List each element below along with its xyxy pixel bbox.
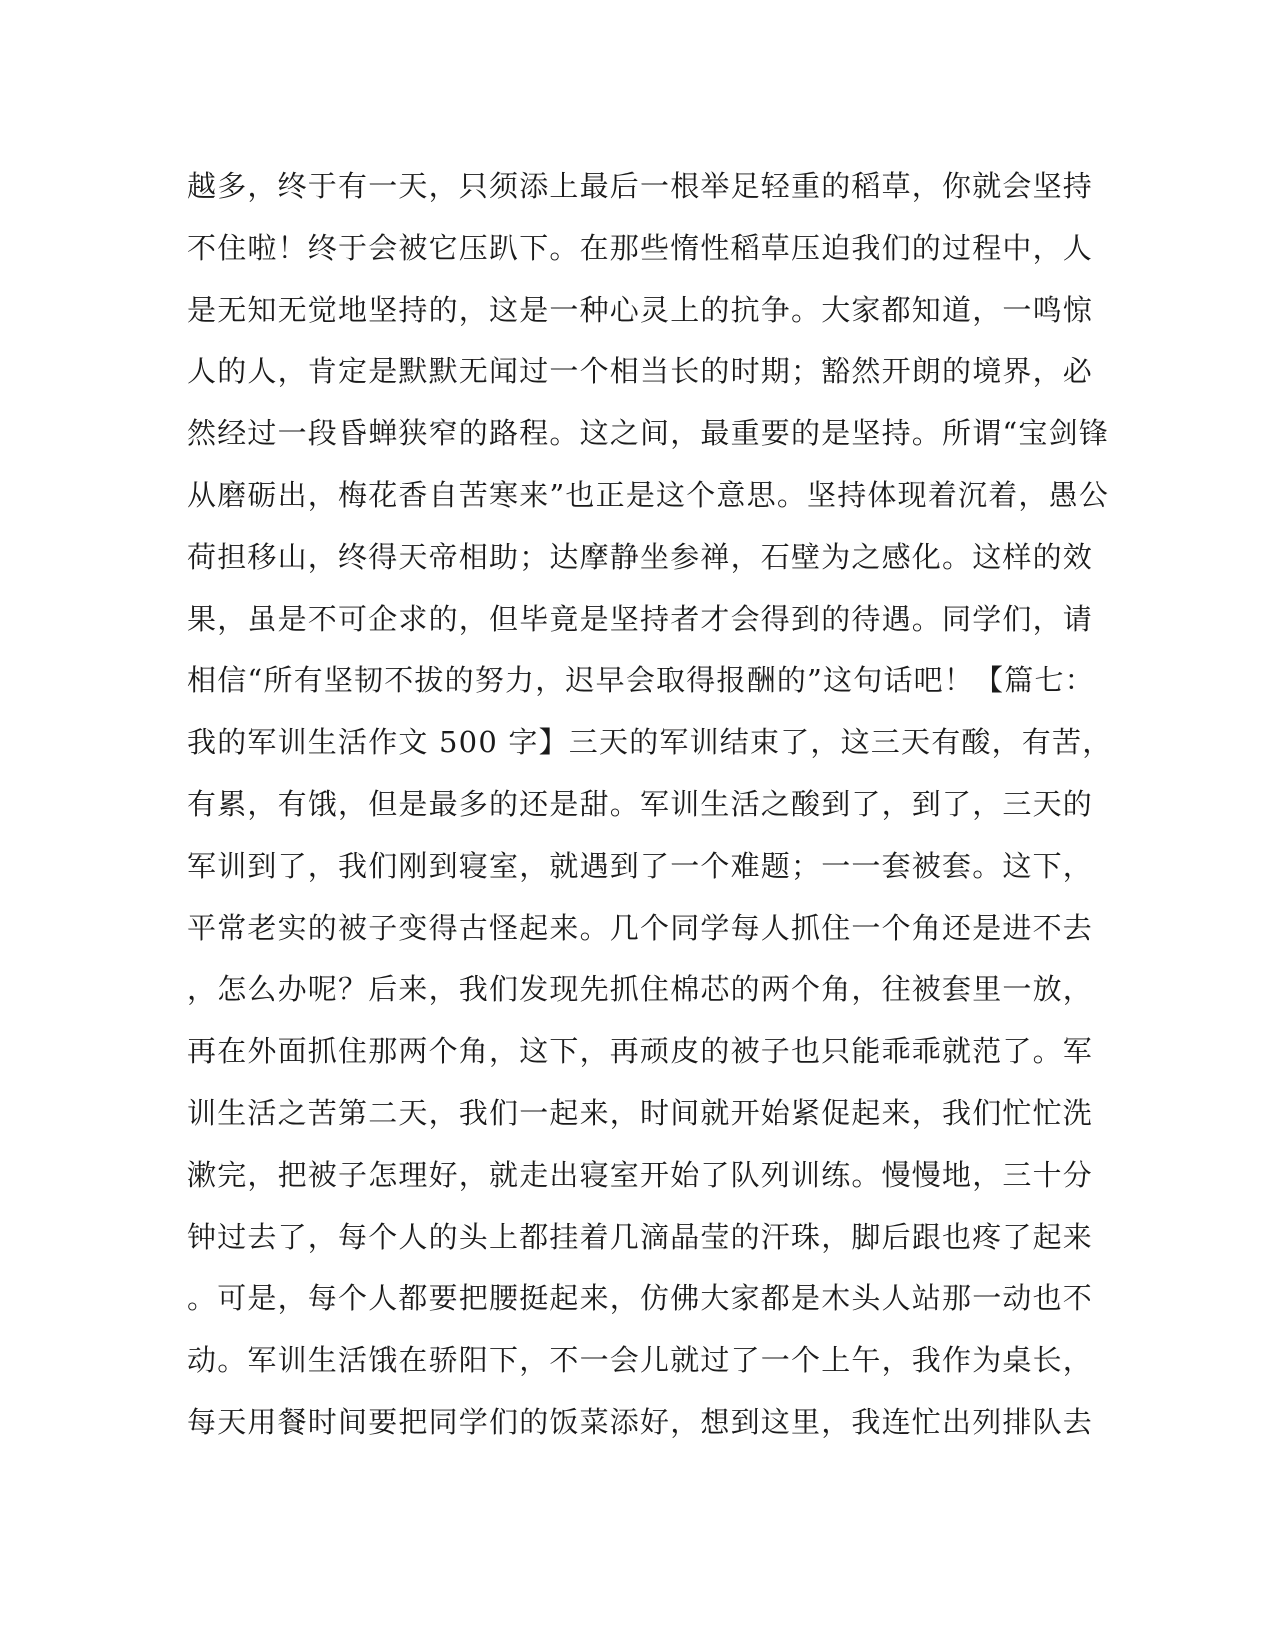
text-line: 平常老实的被子变得古怪起来。几个同学每人抓住一个角还是进不去 bbox=[187, 910, 1094, 945]
text-line: 钟过去了，每个人的头上都挂着几滴晶莹的汗珠，脚后跟也疼了起来 bbox=[187, 1219, 1094, 1254]
text-line: 有累，有饿，但是最多的还是甜。军训生活之酸到了，到了，三天的 bbox=[187, 786, 1094, 821]
text-line: 荷担移山，终得天帝相助；达摩静坐参禅，石壁为之感化。这样的效 bbox=[187, 539, 1094, 574]
text-line: 漱完，把被子怎理好，就走出寝室开始了队列训练。慢慢地，三十分 bbox=[187, 1157, 1094, 1192]
text-line: 相信“所有坚韧不拔的努力，迟早会取得报酬的”这句话吧！【篇七： bbox=[187, 663, 1095, 698]
text-line: 再在外面抓住那两个角，这下，再顽皮的被子也只能乖乖就范了。军 bbox=[187, 1034, 1094, 1069]
text-line: 然经过一段昏蝉狭窄的路程。这之间，最重要的是坚持。所谓“宝剑锋 bbox=[187, 416, 1110, 451]
text-line: 我的军训生活作文 500 字】三天的军训结束了，这三天有酸，有苦， bbox=[187, 725, 1113, 760]
text-line: 人的人，肯定是默默无闻过一个相当长的时期；豁然开朗的境界，必 bbox=[187, 354, 1094, 389]
text-line: 动。军训生活饿在骄阳下，不一会儿就过了一个上午，我作为桌长， bbox=[187, 1343, 1094, 1378]
body-text bbox=[187, 156, 1113, 1454]
text-line: 从磨砺出，梅花香自苦寒来”也正是这个意思。坚持体现着沉着，愚公 bbox=[187, 477, 1110, 512]
text-line: ，怎么办呢？后来，我们发现先抓住棉芯的两个角，往被套里一放， bbox=[187, 972, 1094, 1007]
text-line: 是无知无觉地坚持的，这是一种心灵上的抗争。大家都知道，一鸣惊 bbox=[187, 292, 1094, 327]
text-line: 越多，终于有一天，只须添上最后一根举足轻重的稻草，你就会坚持 bbox=[187, 169, 1094, 203]
text-line: 每天用餐时间要把同学们的饭菜添好，想到这里，我连忙出列排队去 bbox=[187, 1404, 1094, 1439]
text-line: 训生活之苦第二天，我们一起来，时间就开始紧促起来，我们忙忙洗 bbox=[187, 1095, 1094, 1130]
text-line: 不住啦！终于会被它压趴下。在那些惰性稻草压迫我们的过程中，人 bbox=[187, 230, 1094, 265]
text-line: 果，虽是不可企求的，但毕竟是坚持者才会得到的待遇。同学们，请 bbox=[187, 601, 1094, 636]
text-line: 军训到了，我们刚到寝室，就遇到了一个难题；一一套被套。这下， bbox=[187, 848, 1094, 883]
text-line: 。可是，每个人都要把腰挺起来，仿佛大家都是木头人站那一动也不 bbox=[187, 1281, 1094, 1316]
